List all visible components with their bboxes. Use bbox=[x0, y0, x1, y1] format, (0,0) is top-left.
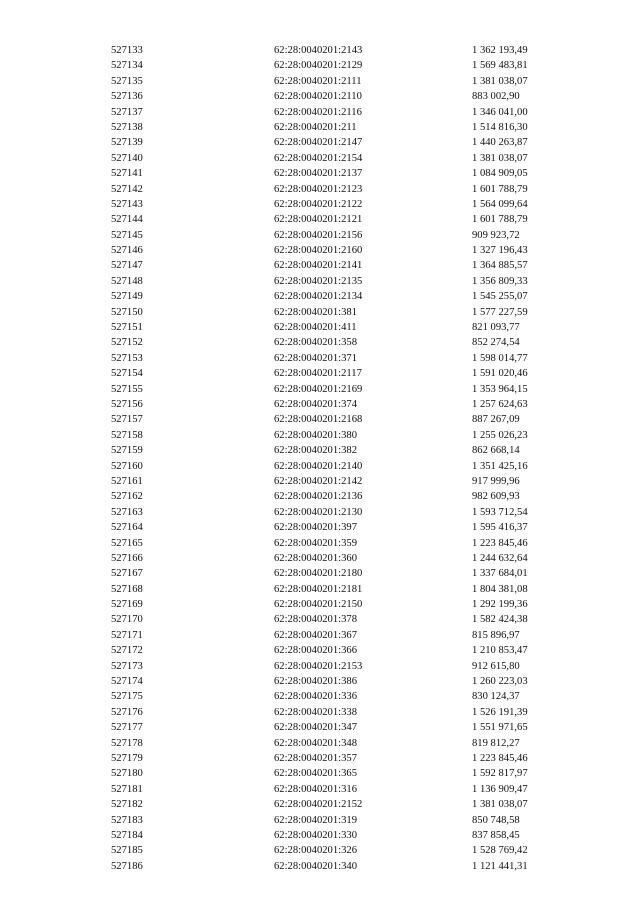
table-row bbox=[0, 151, 640, 166]
cadastral-number: 62:28:0040201:319 bbox=[274, 814, 357, 826]
table-row bbox=[0, 720, 640, 735]
table-row bbox=[0, 689, 640, 704]
cadastral-number: 62:28:0040201:2136 bbox=[274, 491, 363, 503]
row-number: 527182 bbox=[111, 799, 143, 811]
row-number: 527186 bbox=[111, 860, 143, 872]
cadastral-number: 62:28:0040201:336 bbox=[274, 691, 357, 703]
cadastral-value: 887 267,09 bbox=[472, 414, 520, 426]
cadastral-value: 1 356 809,33 bbox=[472, 275, 528, 287]
cadastral-value: 837 858,45 bbox=[472, 829, 520, 841]
cadastral-value: 1 210 853,47 bbox=[472, 645, 528, 657]
cadastral-number: 62:28:0040201:365 bbox=[274, 768, 357, 780]
cadastral-value: 1 346 041,00 bbox=[472, 106, 528, 118]
table-row bbox=[0, 643, 640, 658]
table-row bbox=[0, 74, 640, 89]
cadastral-number: 62:28:0040201:2156 bbox=[274, 229, 363, 241]
cadastral-value: 1 564 099,64 bbox=[472, 198, 528, 210]
cadastral-number: 62:28:0040201:2123 bbox=[274, 183, 363, 195]
cadastral-value: 1 582 424,38 bbox=[472, 614, 528, 626]
cadastral-number: 62:28:0040201:316 bbox=[274, 783, 357, 795]
cadastral-number: 62:28:0040201:2135 bbox=[274, 275, 363, 287]
cadastral-value: 1 255 026,23 bbox=[472, 429, 528, 441]
cadastral-value: 1 528 769,42 bbox=[472, 845, 528, 857]
cadastral-number: 62:28:0040201:358 bbox=[274, 337, 357, 349]
row-number: 527179 bbox=[111, 752, 143, 764]
table-row bbox=[0, 120, 640, 135]
cadastral-value: 815 896,97 bbox=[472, 629, 520, 641]
row-number: 527178 bbox=[111, 737, 143, 749]
row-number: 527169 bbox=[111, 599, 143, 611]
row-number: 527157 bbox=[111, 414, 143, 426]
row-number: 527139 bbox=[111, 137, 143, 149]
cadastral-value: 1 601 788,79 bbox=[472, 183, 528, 195]
cadastral-number: 62:28:0040201:2150 bbox=[274, 599, 363, 611]
cadastral-number: 62:28:0040201:2129 bbox=[274, 60, 363, 72]
table-row bbox=[0, 505, 640, 520]
row-number: 527165 bbox=[111, 537, 143, 549]
row-number: 527147 bbox=[111, 260, 143, 272]
cadastral-number: 62:28:0040201:2181 bbox=[274, 583, 363, 595]
row-number: 527153 bbox=[111, 352, 143, 364]
row-number: 527150 bbox=[111, 306, 143, 318]
cadastral-value: 1 545 255,07 bbox=[472, 291, 528, 303]
cadastral-value: 1 084 909,05 bbox=[472, 168, 528, 180]
row-number: 527164 bbox=[111, 522, 143, 534]
row-number: 527133 bbox=[111, 45, 143, 56]
table-row bbox=[0, 628, 640, 643]
cadastral-value: 1 514 816,30 bbox=[472, 121, 528, 133]
row-number: 527173 bbox=[111, 660, 143, 672]
cadastral-value: 1 257 624,63 bbox=[472, 398, 528, 410]
table-row bbox=[0, 335, 640, 350]
table-row bbox=[0, 351, 640, 366]
cadastral-value: 862 668,14 bbox=[472, 445, 520, 457]
cadastral-value: 1 551 971,65 bbox=[472, 722, 528, 734]
cadastral-number: 62:28:0040201:2116 bbox=[274, 106, 362, 118]
table-row bbox=[0, 828, 640, 843]
cadastral-value: 1 364 885,57 bbox=[472, 260, 528, 272]
cadastral-number: 62:28:0040201:348 bbox=[274, 737, 357, 749]
table-row bbox=[0, 566, 640, 581]
table-row bbox=[0, 582, 640, 597]
row-number: 527138 bbox=[111, 121, 143, 133]
row-number: 527160 bbox=[111, 460, 143, 472]
cadastral-value: 852 274,54 bbox=[472, 337, 520, 349]
row-number: 527183 bbox=[111, 814, 143, 826]
cadastral-number: 62:28:0040201:378 bbox=[274, 614, 357, 626]
cadastral-number: 62:28:0040201:2117 bbox=[274, 368, 362, 380]
row-number: 527181 bbox=[111, 783, 143, 795]
cadastral-value: 1 381 038,07 bbox=[472, 75, 528, 87]
table-row bbox=[0, 258, 640, 273]
table-row bbox=[0, 428, 640, 443]
table-row bbox=[0, 489, 640, 504]
cadastral-number: 62:28:0040201:2130 bbox=[274, 506, 363, 518]
table-row bbox=[0, 89, 640, 104]
table-row bbox=[0, 520, 640, 535]
cadastral-number: 62:28:0040201:371 bbox=[274, 352, 357, 364]
row-number: 527172 bbox=[111, 645, 143, 657]
cadastral-number: 62:28:0040201:2140 bbox=[274, 460, 363, 472]
table-row bbox=[0, 659, 640, 674]
table-row bbox=[0, 766, 640, 781]
table-row bbox=[0, 459, 640, 474]
cadastral-value: 1 804 381,08 bbox=[472, 583, 528, 595]
cadastral-value: 883 002,90 bbox=[472, 91, 520, 103]
cadastral-number: 62:28:0040201:2141 bbox=[274, 260, 363, 272]
cadastral-number: 62:28:0040201:366 bbox=[274, 645, 357, 657]
cadastral-number: 62:28:0040201:2121 bbox=[274, 214, 363, 226]
table-row bbox=[0, 197, 640, 212]
cadastral-value: 1 223 845,46 bbox=[472, 752, 528, 764]
row-number: 527167 bbox=[111, 568, 143, 580]
table-row bbox=[0, 843, 640, 858]
cadastral-number: 62:28:0040201:338 bbox=[274, 706, 357, 718]
row-number: 527142 bbox=[111, 183, 143, 195]
cadastral-value: 1 362 193,49 bbox=[472, 45, 528, 56]
cadastral-value: 1 591 020,46 bbox=[472, 368, 528, 380]
table-row bbox=[0, 228, 640, 243]
cadastral-value: 1 440 263,87 bbox=[472, 137, 528, 149]
table-row bbox=[0, 305, 640, 320]
cadastral-value: 1 601 788,79 bbox=[472, 214, 528, 226]
row-number: 527184 bbox=[111, 829, 143, 841]
row-number: 527171 bbox=[111, 629, 143, 641]
document-table bbox=[0, 43, 640, 874]
cadastral-number: 62:28:0040201:357 bbox=[274, 752, 357, 764]
cadastral-number: 62:28:0040201:347 bbox=[274, 722, 357, 734]
cadastral-number: 62:28:0040201:382 bbox=[274, 445, 357, 457]
cadastral-number: 62:28:0040201:326 bbox=[274, 845, 357, 857]
cadastral-value: 1 121 441,31 bbox=[472, 860, 528, 872]
cadastral-value: 982 609,93 bbox=[472, 491, 520, 503]
cadastral-number: 62:28:0040201:2110 bbox=[274, 91, 362, 103]
row-number: 527141 bbox=[111, 168, 143, 180]
table-row bbox=[0, 674, 640, 689]
row-number: 527140 bbox=[111, 152, 143, 164]
table-row bbox=[0, 105, 640, 120]
row-number: 527151 bbox=[111, 322, 143, 334]
table-row bbox=[0, 536, 640, 551]
cadastral-value: 819 812,27 bbox=[472, 737, 520, 749]
cadastral-number: 62:28:0040201:380 bbox=[274, 429, 357, 441]
row-number: 527177 bbox=[111, 722, 143, 734]
cadastral-value: 830 124,37 bbox=[472, 691, 520, 703]
cadastral-value: 1 327 196,43 bbox=[472, 245, 528, 257]
row-number: 527180 bbox=[111, 768, 143, 780]
cadastral-number: 62:28:0040201:2122 bbox=[274, 198, 363, 210]
cadastral-value: 1 526 191,39 bbox=[472, 706, 528, 718]
cadastral-number: 62:28:0040201:2137 bbox=[274, 168, 363, 180]
cadastral-value: 909 923,72 bbox=[472, 229, 520, 241]
table-row bbox=[0, 751, 640, 766]
table-row bbox=[0, 320, 640, 335]
table-row bbox=[0, 597, 640, 612]
cadastral-value: 917 999,96 bbox=[472, 475, 520, 487]
row-number: 527143 bbox=[111, 198, 143, 210]
cadastral-number: 62:28:0040201:367 bbox=[274, 629, 357, 641]
row-number: 527136 bbox=[111, 91, 143, 103]
row-number: 527148 bbox=[111, 275, 143, 287]
cadastral-value: 1 292 199,36 bbox=[472, 599, 528, 611]
table-row bbox=[0, 166, 640, 181]
row-number: 527163 bbox=[111, 506, 143, 518]
cadastral-number: 62:28:0040201:2180 bbox=[274, 568, 363, 580]
row-number: 527168 bbox=[111, 583, 143, 595]
cadastral-value: 1 592 817,97 bbox=[472, 768, 528, 780]
table-row bbox=[0, 382, 640, 397]
cadastral-number: 62:28:0040201:2147 bbox=[274, 137, 363, 149]
cadastral-number: 62:28:0040201:411 bbox=[274, 322, 357, 334]
cadastral-value: 1 381 038,07 bbox=[472, 799, 528, 811]
table-row bbox=[0, 474, 640, 489]
cadastral-number: 62:28:0040201:360 bbox=[274, 552, 357, 564]
table-row bbox=[0, 212, 640, 227]
cadastral-value: 1 577 227,59 bbox=[472, 306, 528, 318]
table-row bbox=[0, 551, 640, 566]
cadastral-number: 62:28:0040201:2153 bbox=[274, 660, 363, 672]
cadastral-value: 1 260 223,03 bbox=[472, 676, 528, 688]
row-number: 527175 bbox=[111, 691, 143, 703]
cadastral-value: 1 595 416,37 bbox=[472, 522, 528, 534]
table-row bbox=[0, 58, 640, 73]
cadastral-value: 1 223 845,46 bbox=[472, 537, 528, 549]
cadastral-value: 1 593 712,54 bbox=[472, 506, 528, 518]
cadastral-value: 1 351 425,16 bbox=[472, 460, 528, 472]
cadastral-value: 850 748,58 bbox=[472, 814, 520, 826]
table-row bbox=[0, 705, 640, 720]
table-row bbox=[0, 289, 640, 304]
cadastral-number: 62:28:0040201:386 bbox=[274, 676, 357, 688]
row-number: 527166 bbox=[111, 552, 143, 564]
row-number: 527170 bbox=[111, 614, 143, 626]
row-number: 527146 bbox=[111, 245, 143, 257]
cadastral-number: 62:28:0040201:359 bbox=[274, 537, 357, 549]
table-row bbox=[0, 443, 640, 458]
cadastral-number: 62:28:0040201:381 bbox=[274, 306, 357, 318]
cadastral-number: 62:28:0040201:2143 bbox=[274, 45, 363, 56]
cadastral-value: 1 381 038,07 bbox=[472, 152, 528, 164]
table-row bbox=[0, 135, 640, 150]
table-row bbox=[0, 274, 640, 289]
table-row bbox=[0, 612, 640, 627]
row-number: 527149 bbox=[111, 291, 143, 303]
cadastral-number: 62:28:0040201:2169 bbox=[274, 383, 363, 395]
row-number: 527135 bbox=[111, 75, 143, 87]
row-number: 527174 bbox=[111, 676, 143, 688]
cadastral-value: 1 136 909,47 bbox=[472, 783, 528, 795]
cadastral-value: 1 337 684,01 bbox=[472, 568, 528, 580]
row-number: 527155 bbox=[111, 383, 143, 395]
cadastral-number: 62:28:0040201:2111 bbox=[274, 75, 362, 87]
cadastral-value: 1 353 964,15 bbox=[472, 383, 528, 395]
cadastral-number: 62:28:0040201:2168 bbox=[274, 414, 363, 426]
row-number: 527144 bbox=[111, 214, 143, 226]
cadastral-number: 62:28:0040201:211 bbox=[274, 121, 357, 133]
row-number: 527137 bbox=[111, 106, 143, 118]
row-number: 527159 bbox=[111, 445, 143, 457]
cadastral-number: 62:28:0040201:330 bbox=[274, 829, 357, 841]
row-number: 527145 bbox=[111, 229, 143, 241]
row-number: 527162 bbox=[111, 491, 143, 503]
table-row bbox=[0, 736, 640, 751]
cadastral-number: 62:28:0040201:2154 bbox=[274, 152, 363, 164]
cadastral-number: 62:28:0040201:2152 bbox=[274, 799, 363, 811]
row-number: 527154 bbox=[111, 368, 143, 380]
row-number: 527176 bbox=[111, 706, 143, 718]
table-row bbox=[0, 43, 640, 58]
table-row bbox=[0, 797, 640, 812]
row-number: 527158 bbox=[111, 429, 143, 441]
table-row bbox=[0, 366, 640, 381]
table-row bbox=[0, 182, 640, 197]
cadastral-number: 62:28:0040201:374 bbox=[274, 398, 357, 410]
cadastral-value: 1 598 014,77 bbox=[472, 352, 528, 364]
row-number: 527185 bbox=[111, 845, 143, 857]
table-row bbox=[0, 813, 640, 828]
cadastral-number: 62:28:0040201:340 bbox=[274, 860, 357, 872]
cadastral-number: 62:28:0040201:2160 bbox=[274, 245, 363, 257]
table-row bbox=[0, 859, 640, 874]
table-row bbox=[0, 412, 640, 427]
row-number: 527161 bbox=[111, 475, 143, 487]
table-row bbox=[0, 397, 640, 412]
cadastral-number: 62:28:0040201:2134 bbox=[274, 291, 363, 303]
row-number: 527152 bbox=[111, 337, 143, 349]
row-number: 527156 bbox=[111, 398, 143, 410]
table-row bbox=[0, 243, 640, 258]
cadastral-number: 62:28:0040201:2142 bbox=[274, 475, 363, 487]
row-number: 527134 bbox=[111, 60, 143, 72]
cadastral-value: 1 569 483,81 bbox=[472, 60, 528, 72]
cadastral-value: 912 615,80 bbox=[472, 660, 520, 672]
table-row bbox=[0, 782, 640, 797]
cadastral-value: 1 244 632,64 bbox=[472, 552, 528, 564]
cadastral-number: 62:28:0040201:397 bbox=[274, 522, 357, 534]
cadastral-value: 821 093,77 bbox=[472, 322, 520, 334]
